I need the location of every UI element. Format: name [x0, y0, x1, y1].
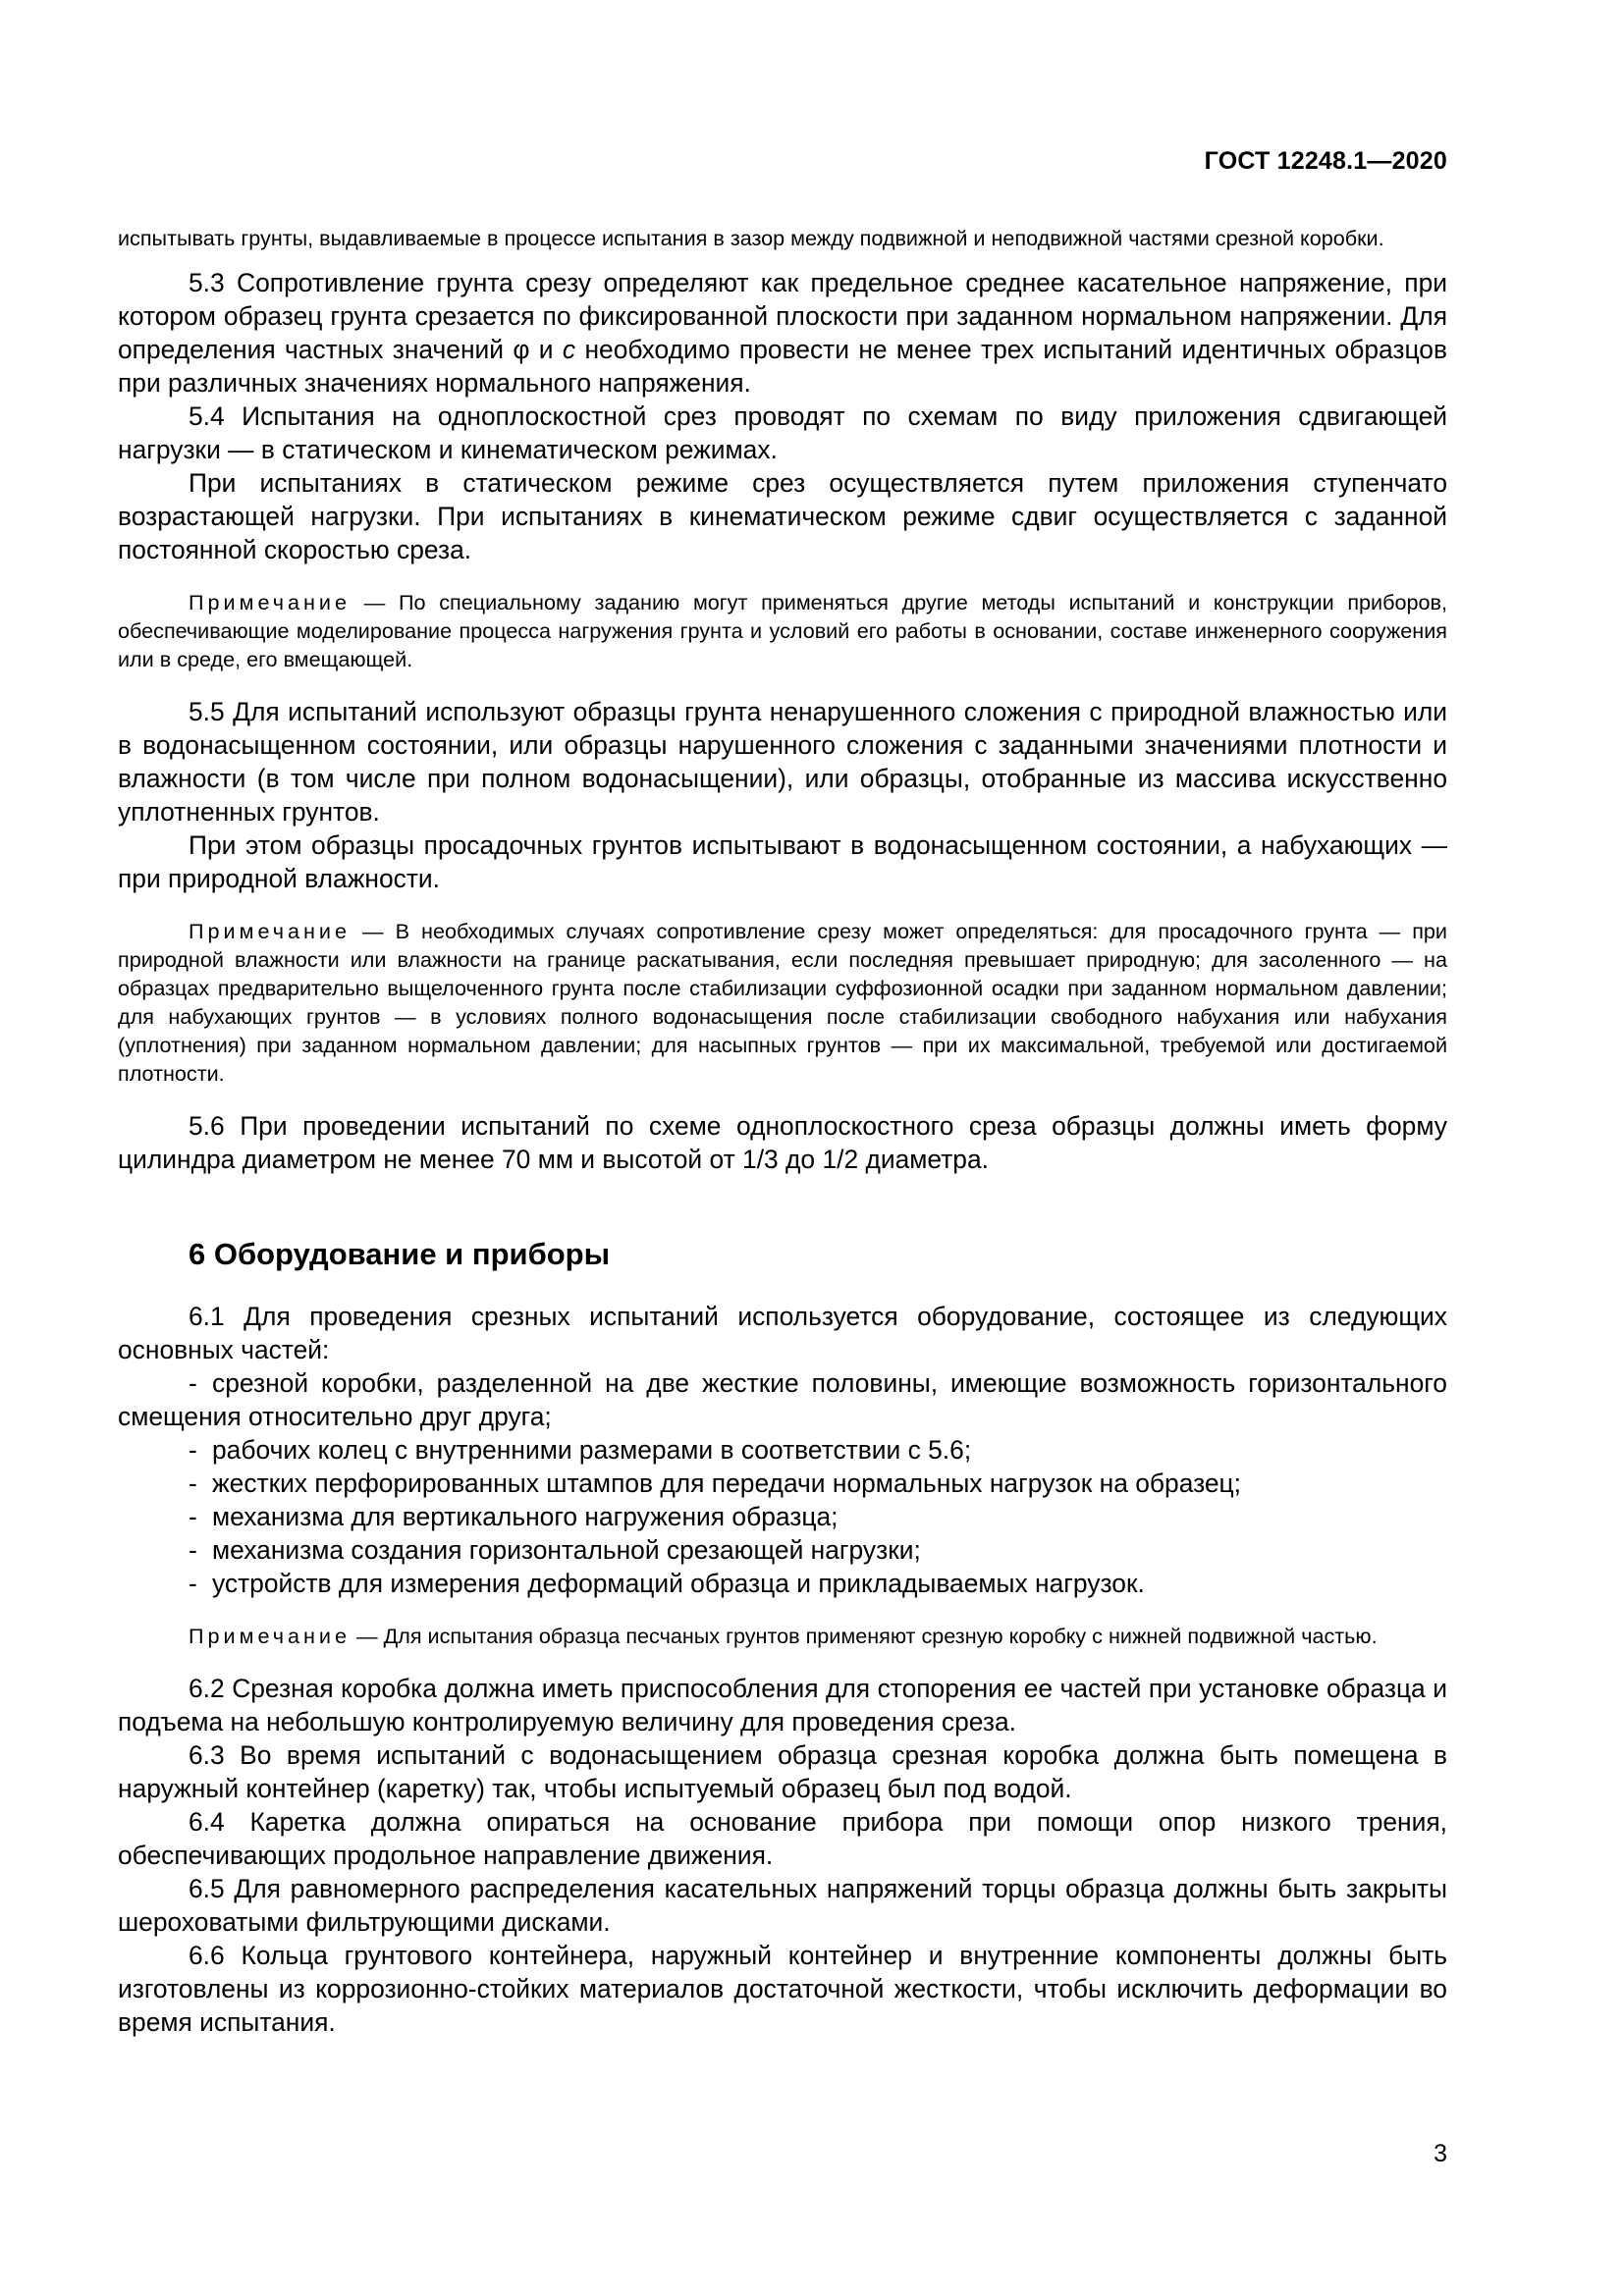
note-1-label: Примечание: [189, 590, 351, 614]
list-item: [118, 1433, 1447, 1467]
paragraph-6-5: 6.5 Для равномерного распределения касательных напряжений торцы образца должны быть закрыты шероховатыми фильтрующими дисками.: [118, 1874, 1447, 1937]
paragraph-5-4-continued: При испытаниях в статическом режиме срез осуществляется путем приложения ступенчато возрастающей нагрузки. При испытаниях в кинематическом режиме сдвиг осуществляется с заданной постоянной скоростью среза.: [118, 468, 1447, 564]
paragraph-5-3-symbol-c: c: [562, 335, 576, 364]
list-item: [118, 1567, 1447, 1600]
note-2-label: Примечание: [189, 919, 351, 943]
note-2-text: — В необходимых случаях сопротивление срезу может определяться: для просадочного грунта — при природной влажности или влажности на границе раскатывания, если последняя превышает природную; для засоленного — на образцах предварительно выщелоченного грунта после стабилизации суффозионной осадки при заданном нормальном давлении; для набухающих грунтов — в условиях полного водонасыщения после стабилизации свободного набухания или набухания (уплотнения) при заданном нормальном давлении; для насыпных грунтов — при их максимальной, требуемой или достигаемой плотности.: [118, 919, 1447, 1086]
list-dash: -: [189, 1468, 197, 1498]
paragraph-5-5: 5.5 Для испытаний используют образцы грунта ненарушенного сложения с природной влажностью или в водонасыщенном состоянии, или образцы нарушенного сложения с заданными значениями плотности и влажности (в том числе при полном водонасыщении), или образцы, отобранные из массива искусственно уплотненных грунтов.: [118, 697, 1447, 827]
list-item: [118, 1533, 1447, 1567]
list-item-text: рабочих колец с внутренними размерами в соответствии с 5.6;: [212, 1435, 972, 1465]
note-2: [118, 917, 1447, 1088]
paragraph-6-3: 6.3 Во время испытаний с водонасыщением образца срезная коробка должна быть помещена в наружный контейнер (каретку) так, чтобы испытуемый образец был под водой.: [118, 1740, 1447, 1803]
note-3: [118, 1622, 1447, 1650]
paragraph-6-4: 6.4 Каретка должна опираться на основание прибора при помощи опор низкого трения, обеспечивающих продольное направление движения.: [118, 1807, 1447, 1870]
paragraph-5-3-text-b: необходимо провести не менее трех испытаний идентичных образцов при различных значениях нормального напряжения.: [118, 335, 1448, 398]
note-1: [118, 588, 1447, 673]
paragraph-5-6: 5.6 При проведении испытаний по схеме одноплоскостного среза образцы должны иметь форму цилиндра диаметром не менее 70 мм и высотой от 1/3 до 1/2 диаметра.: [118, 1111, 1447, 1174]
paragraph-5-5-continued: При этом образцы просадочных грунтов испытывают в водонасыщенном состоянии, а набухающих — при природной влажности.: [118, 830, 1447, 893]
paragraph-5-3: [118, 266, 1447, 400]
document-body: [118, 224, 1447, 2039]
paragraph-5-4: 5.4 Испытания на одноплоскостной срез проводят по схемам по виду приложения сдвигающей нагрузки — в статическом и кинематическом режимах.: [118, 401, 1447, 464]
list-item-text: устройств для измерения деформаций образца и прикладываемых нагрузок.: [212, 1569, 1145, 1598]
document-code-header: ГОСТ 12248.1—2020: [1204, 147, 1447, 175]
list-dash: -: [189, 1368, 197, 1398]
note-3-label: Примечание: [189, 1624, 351, 1648]
note-3-text: — Для испытания образца песчаных грунтов применяют срезную коробку с нижней подвижной частью.: [351, 1624, 1378, 1648]
list-dash: -: [189, 1502, 197, 1531]
paragraph-6-2: 6.2 Срезная коробка должна иметь приспособления для стопорения ее частей при установке образца и подъема на небольшую контролируемую величину для проведения среза.: [118, 1674, 1447, 1736]
paragraph-5-3-text-a: 5.3 Сопротивление грунта срезу определяют как предельное среднее касательное напряжение, при котором образец грунта срезается по фиксированной плоскости при заданном нормальном напряжении. Для определения частных значений φ и: [118, 268, 1447, 364]
list-item: [118, 1366, 1447, 1433]
list-dash: -: [189, 1535, 197, 1565]
section-6-heading: 6 Оборудование и приборы: [189, 1237, 611, 1271]
paragraph-6-6: 6.6 Кольца грунтового контейнера, наружный контейнер и внутренние компоненты должны быть изготовлены из коррозионно-стойких материалов достаточной жесткости, чтобы исключить деформации во время испытания.: [118, 1941, 1447, 2037]
list-item-text: жестких перфорированных штампов для передачи нормальных нагрузок на образец;: [212, 1468, 1242, 1498]
list-dash: -: [189, 1435, 197, 1465]
page-number: 3: [1434, 2140, 1447, 2167]
list-dash: -: [189, 1569, 197, 1598]
list-item-text: срезной коробки, разделенной на две жесткие половины, имеющие возможность горизонтального смещения относительно друг друга;: [118, 1368, 1447, 1431]
list-item: [118, 1467, 1447, 1500]
list-item-text: механизма для вертикального нагружения образца;: [212, 1502, 839, 1531]
list-item-text: механизма создания горизонтальной срезающей нагрузки;: [212, 1535, 921, 1565]
continued-paragraph: испытывать грунты, выдавливаемые в процессе испытания в зазор между подвижной и неподвижной частями срезной коробки.: [118, 226, 1384, 250]
note-1-text: — По специальному заданию могут применяться другие методы испытаний и конструкции приборов, обеспечивающие моделирование процесса нагружения грунта и условий его работы в основании, составе инженерного сооружения или в среде, его вмещающей.: [118, 590, 1447, 671]
paragraph-6-1: 6.1 Для проведения срезных испытаний используется оборудование, состоящее из следующих основных частей:: [118, 1302, 1447, 1364]
list-item: [118, 1500, 1447, 1533]
equipment-parts-list: [118, 1366, 1447, 1600]
